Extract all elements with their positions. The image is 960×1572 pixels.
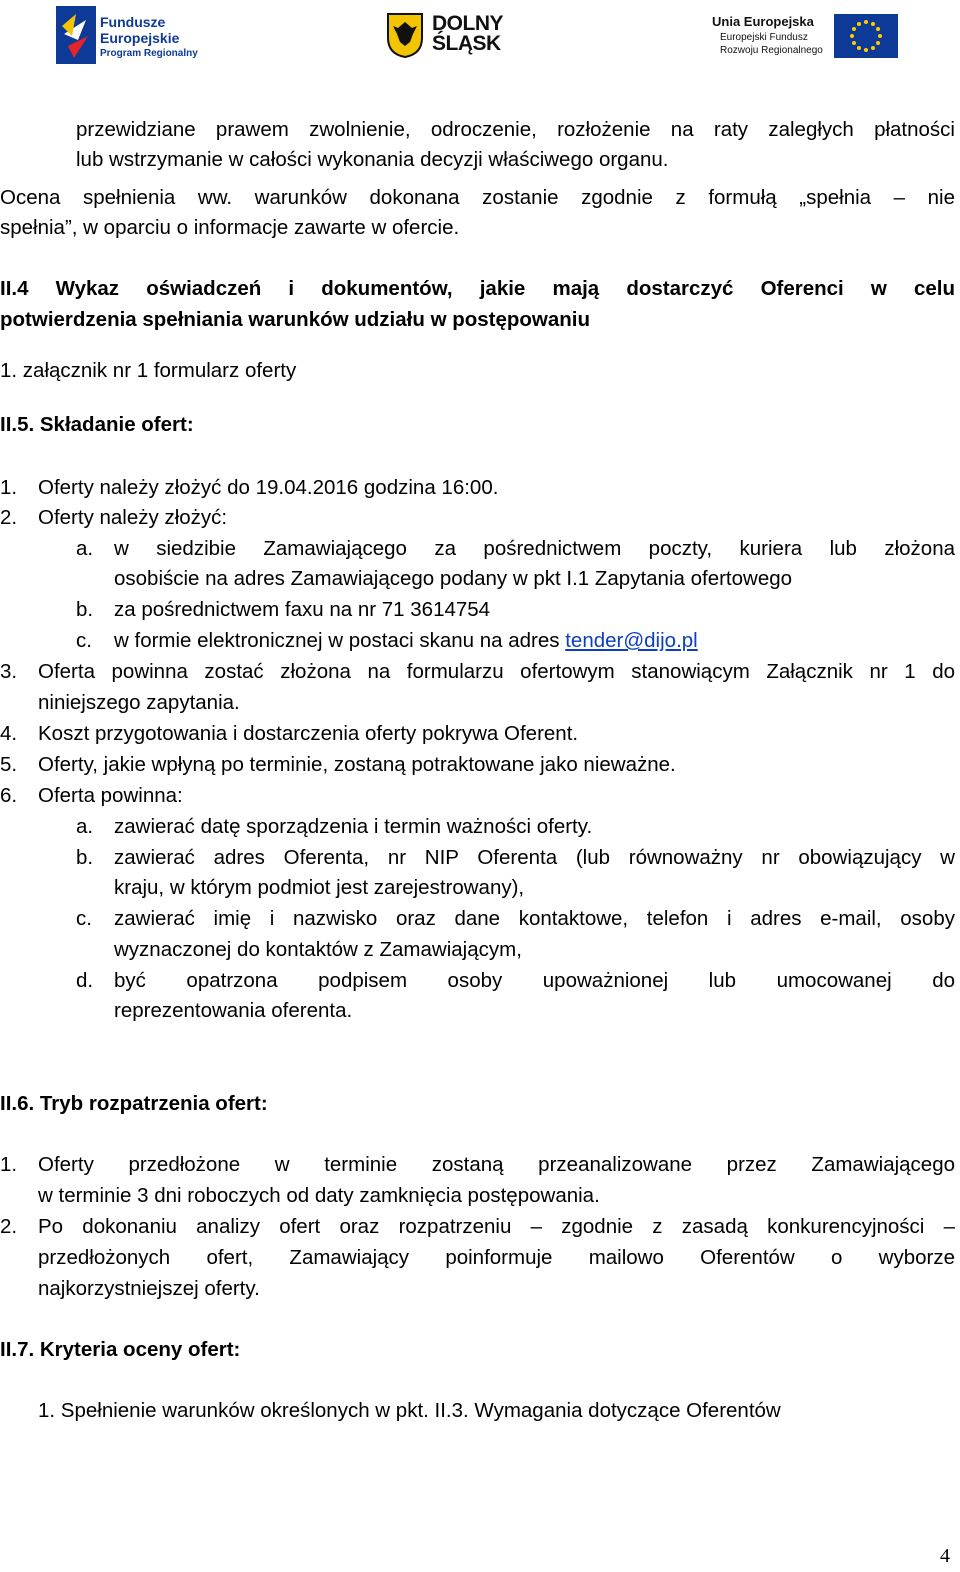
unia-europejska-logo xyxy=(712,10,902,62)
list-item: 1. Spełnienie warunków określonych w pkt. II.3. Wymagania dotyczące Oferentów xyxy=(38,1399,781,1422)
sublist-label: b. xyxy=(76,846,94,869)
ds-logo-line2: ŚLĄSK xyxy=(432,32,501,55)
section-heading-ii6: II.6. Tryb rozpatrzenia ofert: xyxy=(0,1092,268,1115)
paragraph-line: przewidziane prawem zwolnienie, odroczenie, rozłożenie na raty zaległych płatności xyxy=(76,118,955,141)
sublist-item: osobiście na adres Zamawiającego podany w pkt I.1 Zapytania ofertowego xyxy=(114,567,793,590)
sublist-label: b. xyxy=(76,598,94,621)
sublist-item: być opatrzona podpisem osoby upoważnionej lub umocowanej do xyxy=(114,969,955,992)
list-item: przedłożonych ofert, Zamawiający poinformuje mailowo Oferentów o wyborze xyxy=(38,1246,955,1269)
fe-logo-line3: Program Regionalny xyxy=(100,48,198,59)
list-item: 1. załącznik nr 1 formularz oferty xyxy=(0,359,297,382)
sublist-item: wyznaczonej do kontaktów z Zamawiającym, xyxy=(114,938,522,961)
sublist-item: kraju, w którym podmiot jest zarejestrowany), xyxy=(114,876,525,899)
list-item: najkorzystniejszej oferty. xyxy=(38,1277,260,1300)
section-heading-ii5: II.5. Składanie ofert: xyxy=(0,413,194,436)
ds-logo-line1: DOLNY xyxy=(432,12,503,35)
paragraph-line: lub wstrzymanie w całości wykonania decyzji właściwego organu. xyxy=(76,148,669,171)
list-number: 1. xyxy=(0,1153,18,1176)
paragraph-line: Ocena spełnienia ww. warunków dokonana zostanie zgodnie z formułą „spełnia – nie xyxy=(0,186,955,209)
list-item: Koszt przygotowania i dostarczenia oferty pokrywa Oferent. xyxy=(38,722,579,745)
sublist-item: za pośrednictwem faxu na nr 71 3614754 xyxy=(114,598,491,621)
list-item: Oferta powinna zostać złożona na formularzu ofertowym stanowiącym Załącznik nr 1 do xyxy=(38,660,955,683)
list-number: 3. xyxy=(0,660,18,683)
ue-logo-line1: Unia Europejska xyxy=(712,14,814,29)
fe-logo-line2: Europejskie xyxy=(100,30,180,46)
sublist-item: zawierać imię i nazwisko oraz dane kontaktowe, telefon i adres e-mail, osoby xyxy=(114,907,955,930)
list-number: 5. xyxy=(0,753,18,776)
list-number: 2. xyxy=(0,1215,18,1238)
sublist-label: a. xyxy=(76,815,94,838)
section-heading-ii4: II.4 Wykaz oświadczeń i dokumentów, jakie mają dostarczyć Oferenci w celu xyxy=(0,277,955,300)
list-item: w terminie 3 dni roboczych od daty zamknięcia postępowania. xyxy=(38,1184,600,1207)
sublist-label: c. xyxy=(76,907,92,930)
list-number: 4. xyxy=(0,722,18,745)
list-number: 1. xyxy=(0,476,18,499)
list-item: Oferta powinna: xyxy=(38,784,183,807)
list-item: Oferty przedłożone w terminie zostaną przeanalizowane przez Zamawiającego xyxy=(38,1153,955,1176)
header-logos xyxy=(0,0,960,72)
dolny-slask-logo xyxy=(386,12,526,62)
list-item: Oferty należy złożyć do 19.04.2016 godzina 16:00. xyxy=(38,476,499,499)
ue-logo-line3: Rozwoju Regionalnego xyxy=(720,45,823,56)
list-item: Oferty należy złożyć: xyxy=(38,506,228,529)
sublist-item-text: w formie elektronicznej w postaci skanu na adres xyxy=(114,629,566,652)
list-item: Po dokonaniu analizy ofert oraz rozpatrzeniu – zgodnie z zasadą konkurencyjności – xyxy=(38,1215,955,1238)
list-number: 2. xyxy=(0,506,18,529)
sublist-label: c. xyxy=(76,629,92,652)
list-item: niniejszego zapytania. xyxy=(38,691,240,714)
ds-eagle-crest-icon xyxy=(386,12,424,58)
page-number: 4 xyxy=(940,1545,950,1567)
sublist-item: zawierać datę sporządzenia i termin ważności oferty. xyxy=(114,815,593,838)
fe-logo-line1: Fundusze xyxy=(100,14,166,30)
sublist-label: d. xyxy=(76,969,94,992)
ue-logo-line2: Europejski Fundusz xyxy=(720,32,808,43)
sublist-item: w siedzibie Zamawiającego za pośrednictwem poczty, kuriera lub złożona xyxy=(114,537,955,560)
sublist-label: a. xyxy=(76,537,94,560)
sublist-item xyxy=(114,627,955,655)
sublist-item: zawierać adres Oferenta, nr NIP Oferenta (lub równoważny nr obowiązujący w xyxy=(114,846,955,869)
section-heading-ii7: II.7. Kryteria oceny ofert: xyxy=(0,1338,241,1361)
eu-flag-icon xyxy=(834,14,898,58)
section-heading-ii4-cont: potwierdzenia spełniania warunków udziału w postępowaniu xyxy=(0,308,591,331)
paragraph-line: spełnia”, w oparciu o informacje zawarte w ofercie. xyxy=(0,216,460,239)
fundusze-europejskie-logo xyxy=(56,6,206,66)
list-item: Oferty, jakie wpłyną po terminie, zostaną potraktowane jako nieważne. xyxy=(38,753,676,776)
fe-star-icon xyxy=(56,6,96,64)
sublist-item: reprezentowania oferenta. xyxy=(114,999,353,1022)
email-link[interactable]: tender@dijo.pl xyxy=(565,629,698,652)
list-number: 6. xyxy=(0,784,18,807)
